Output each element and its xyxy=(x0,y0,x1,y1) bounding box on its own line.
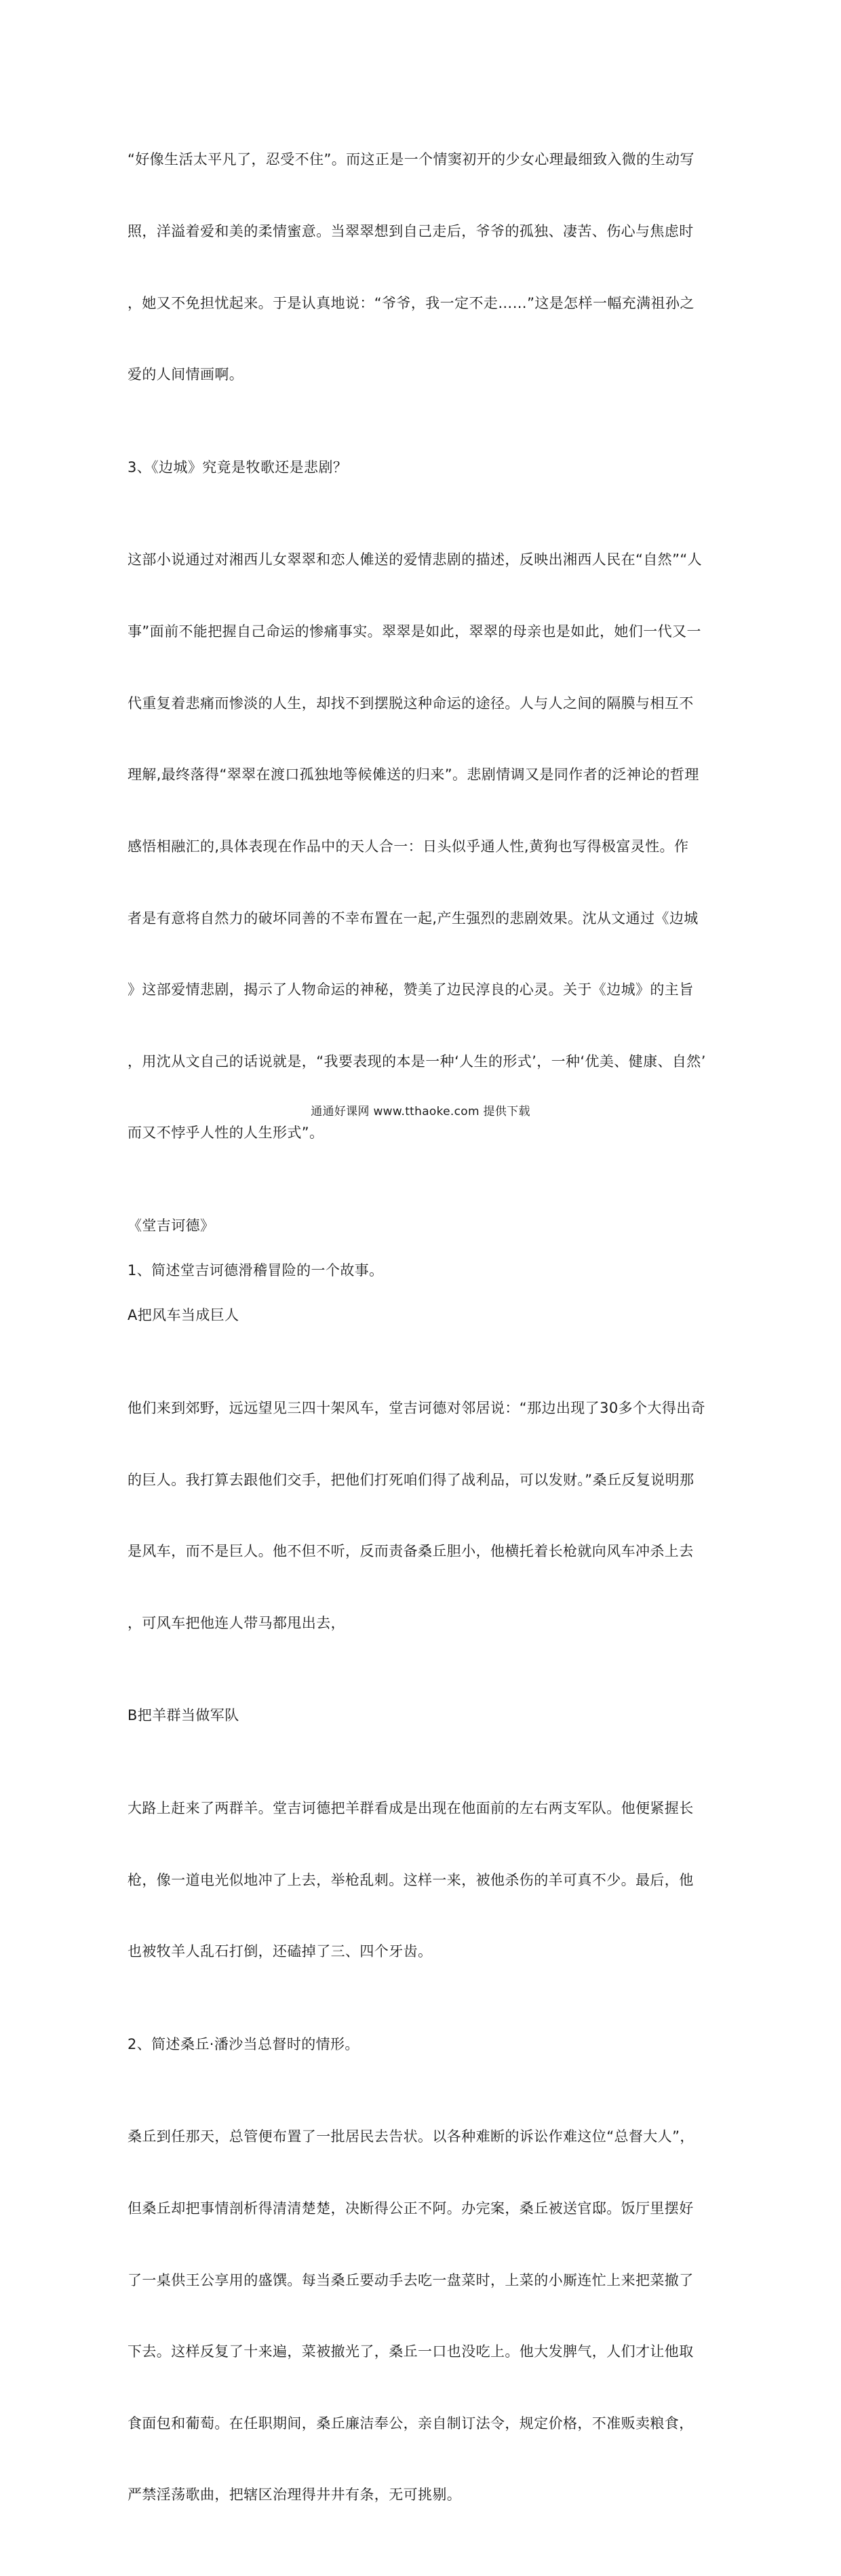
text-line: 这部小说通过对湘西儿女翠翠和恋人傩送的爱情悲剧的描述，反映出湘西人民在“自然”“人 xyxy=(128,551,703,568)
text-line: 下去。这样反复了十来遍，菜被撤光了，桑丘一口也没吃上。他大发脾气，人们才让他取 xyxy=(128,2343,694,2360)
text-line: 而又不悖乎人性的人生形式”。 xyxy=(128,1125,324,1141)
paragraph-windmills xyxy=(128,1349,719,1683)
text-line: 大路上赶来了两群羊。堂吉诃德把羊群看成是出现在他面前的左右两支军队。他便紧握长 xyxy=(128,1800,694,1816)
question-3-heading: 3、《边城》究竟是牧歌还是悲剧？ xyxy=(128,458,348,475)
text-line: 代重复着悲痛而惨淡的人生，却找不到摆脱这种命运的途径。人与人之间的隔膜与相互不 xyxy=(128,695,694,711)
subheading-b-sheep: B把羊群当做军队 xyxy=(128,1707,239,1724)
text-line: 的巨人。我打算去跟他们交手，把他们打死咱们得了战利品，可以发财。”桑丘反复说明那 xyxy=(128,1471,695,1488)
paragraph-bian-cheng-ending xyxy=(128,100,719,435)
text-line: 严禁淫荡歌曲，把辖区治理得井井有条，无可挑剔。 xyxy=(128,2486,462,2503)
text-line: 理解,最终落得“翠翠在渡口孤独地等候傩送的归来”。悲剧情调又是同作者的泛神论的哲理 xyxy=(128,766,699,783)
text-line: “好像生活太平凡了，忍受不住”。而这正是一个情窦初开的少女心理最细致入微的生动写 xyxy=(128,151,695,168)
text-line: 照，洋溢着爱和美的柔情蜜意。当翠翠想到自己走后，爷爷的孤独、凄苦、伤心与焦虑时 xyxy=(128,223,694,240)
text-line: 》这部爱情悲剧，揭示了人物命运的神秘，赞美了边民淳良的心灵。关于《边城》的主旨 xyxy=(128,981,694,998)
text-line: 桑丘到任那天，总管便布置了一批居民去告状。以各种难断的诉讼作难这位“总督大人”， xyxy=(128,2128,695,2145)
text-line: ，可风车把他连人带马都甩出去， xyxy=(128,1614,345,1631)
text-line: 他们来到郊野，远远望见三四十架风车，堂吉诃德对邻居说：“那边出现了30多个大得出奇 xyxy=(128,1399,705,1416)
paragraph-sheep xyxy=(128,1749,719,2012)
text-line: 事”面前不能把握自己命运的惨痛事实。翠翠是如此，翠翠的母亲也是如此，她们一代又一 xyxy=(128,623,701,640)
page-footer: 通通好课网 www.tthaoke.com 提供下载 xyxy=(311,1105,530,1118)
book-title-don-quixote: 《堂吉诃德》 xyxy=(128,1217,215,1234)
text-line: ，她又不免担忧起来。于是认真地说：“爷爷，我一定不走……”这是怎样一幅充满祖孙之 xyxy=(128,294,695,311)
text-line: 爱的人间情画啊。 xyxy=(128,366,244,383)
text-line: ，用沈从文自己的话说就是，“我要表现的本是一种‘人生的形式’，一种‘优美、健康、自然’ xyxy=(128,1053,706,1070)
subheading-a-windmills: A把风车当成巨人 xyxy=(128,1307,239,1324)
question-2-heading: 2、简述桑丘·潘沙当总督时的情形。 xyxy=(128,2035,359,2052)
paragraph-sancho-governor xyxy=(128,2077,719,2555)
text-line: 感悟相融汇的,具体表现在作品中的天人合一：日头似乎通人性,黄狗也写得极富灵性。作 xyxy=(128,838,689,855)
text-line: 枪，像一道电光似地冲了上去，举枪乱刺。这样一来，被他杀伤的羊可真不少。最后，他 xyxy=(128,1871,694,1888)
text-line: 食面包和葡萄。在任职期间，桑丘廉洁奉公，亲自制订法令，规定价格，不准贩卖粮食， xyxy=(128,2415,694,2432)
question-1-heading: 1、简述堂吉诃德滑稽冒险的一个故事。 xyxy=(128,1262,384,1279)
text-line: 是风车，而不是巨人。他不但不听，反而责备桑丘胆小，他横托着长枪就向风车冲杀上去 xyxy=(128,1543,694,1560)
text-line: 也被牧羊人乱石打倒，还磕掉了三、四个牙齿。 xyxy=(128,1943,433,1960)
document-body xyxy=(128,100,719,2576)
text-line: 了一桌供王公享用的盛馔。每当桑丘要动手去吃一盘菜时，上菜的小厮连忙上来把菜撤了 xyxy=(128,2271,694,2288)
text-line: 者是有意将自然力的破坏同善的不幸布置在一起,产生强烈的悲剧效果。沈从文通过《边城 xyxy=(128,910,699,926)
paragraph-bian-cheng-tragedy xyxy=(128,501,719,1193)
text-line: 但桑丘却把事情剖析得清清楚楚，决断得公正不阿。办完案，桑丘被送官邸。饭厅里摆好 xyxy=(128,2200,694,2217)
